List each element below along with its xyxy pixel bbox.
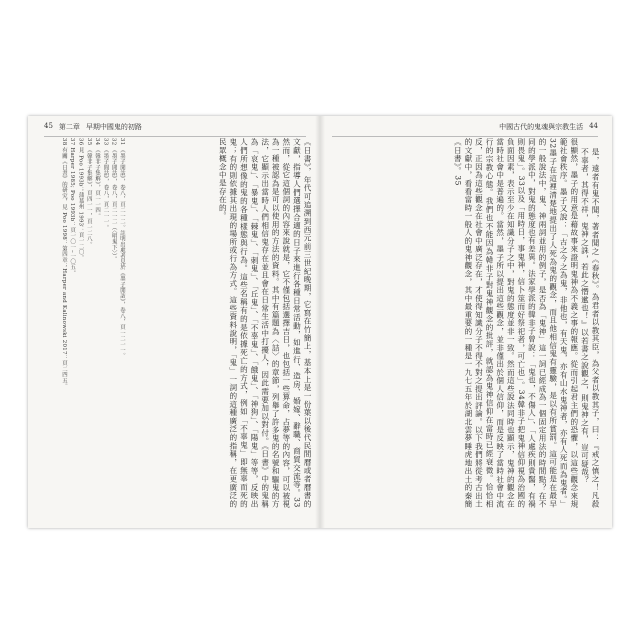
footnote: 33 《墨子閒詁》，卷八，頁二一一。 (102, 138, 109, 231)
header-rule (332, 136, 598, 137)
footnote: 35 《韓非子集解》，頁四一一，頁一二八。 (85, 138, 92, 248)
footnote: 32 《墨子閒詁》，卷八，頁二一二（〈明鬼下〉）。 (110, 138, 117, 263)
right-page-header (499, 122, 598, 132)
body-paragraph: 很顯然，墨子的用意是藉故事來證明鬼神為不義之事的報應。從而引起君主們的恐懼，以這些觀念來規範社會秩序。墨子又說：「古之今之為鬼，非他也，有天鬼，亦有山水鬼神者，亦有人死而為鬼者。」32墨子在這裡清楚地提出了人死為鬼的觀念，而且他相信鬼有靈驗，是以有所賞罰。這可能是在最早的一般說法中，鬼、神兩詞並用的例子，是否為「鬼神」這一詞已經成為一個固定用法的時間點？在不同的學派中，對鬼的態度也有差異。法家學派的韓非子曾說：「鬼也，不傷人」、「人處疾則貴醫，有禍則畏鬼」。33以及「用時日，事鬼神，信卜筮而好祭祀者，可亡也」。34韓非子把鬼神信仰視為治國的負面因素，表示至少在知識分子之中，對鬼的態度並非一致。然而這些說法同時也顯示，鬼神的觀念在當時社會中是普遍的。當然，墨子所以提出這些觀念，並非僅出於個人信仰，而是反映了當時社會中流行的宗教心態。我們也不能因為韓非子對鬼神觀念的批評，就認為鬼神信仰在當時已經衰微。恰恰相反，正因為這些觀念在社會中廣泛存在，才使得知識分子不得不對之提出評論。以下我們將從考古出土的文獻中，看看當時一般人的鬼神觀念，其中最重要的一種是一九七五年於湖北雲夢睡虎地出土的秦簡《日書》。35 (453, 138, 579, 508)
running-title: 中國古代的鬼魂與宗教生活 (499, 123, 584, 131)
page-number: 45 (44, 122, 53, 130)
footnote: 37 Harper 1985; Poo 1993b：頁一〇一–一〇五。 (69, 138, 76, 276)
body-paragraph: 《日書》，年代可追溯到西元前三世紀晚期，它寫在竹簡上，基本上是一份葉以後代民間曆或者曆書的文獻，指導人們選擇合適的日子來進行各種日常活動，如進行、造房、婚嫁、辭職、商貿交流等。33然而，從它這個詞的內容來說就是，它不僅包括選擇吉日，也包括一些算命，占夢等的內容，可以被視為一種被認為是可以使用的方法的資料。其中有篇題為〈詰〉的章節，列舉了許多鬼的名號和驅鬼的方法，它顯示出當時人們相信鬼存在並且會在日常生活中打擾人，因此需要加以對付。《日書》中的鬼稱為「哀鬼」、「暴鬼」、「棘鬼」、「刺鬼」、「丘鬼」、「不辜鬼」、「餓鬼」、「神狗」、「陽鬼」等等，反映出人們所想像的鬼的各種樣態與行為。這些名稱有的是依據死亡的方式，例如「不辜鬼」即無辜而死的鬼；有的則依據其出現的場所或行為方式。這些資料說明，「鬼」一詞的這種廣泛的指稱，在更廣泛的民眾概念中是存在的。 (218, 138, 312, 508)
footnote: 34 《韓非子集解》，頁一一四。 (94, 138, 101, 219)
running-title: 早期中國鬼的初路 (85, 123, 142, 131)
chapter-label: 第二章 (58, 123, 80, 131)
quoted-passage: 是，遠者有鬼不聞，著者聞之《春秋》。為君者以教其臣，為父者以教其子，曰：『戒之慎之！凡殺不辜者，其得不祥，鬼神之誅，若此之憯遬也！』以若書之說觀之，則鬼神之有，豈可疑哉？ (580, 148, 600, 508)
footnotes (42, 138, 126, 508)
book-spread (28, 116, 612, 528)
left-page-body (134, 138, 312, 508)
footnote: 38 有關《日書》的研究，見 Poo 1998：第四章；Harper and Kalinowski 2017：頁二四五。 (60, 138, 67, 389)
left-page (28, 116, 320, 528)
header-rule (44, 136, 306, 137)
right-page-body (332, 138, 600, 508)
right-page (320, 116, 612, 528)
left-page-header (44, 122, 142, 132)
footnote: 36 見 Poo 1993b；蒲慕州 1993：頁一二〇。 (77, 138, 84, 261)
footnote: 31 《墨子閒詁》，卷八，頁二一二。註明出處者見於《墨子閒詁》，卷八，頁一二一一。 (119, 138, 125, 359)
page-number: 44 (589, 122, 598, 130)
